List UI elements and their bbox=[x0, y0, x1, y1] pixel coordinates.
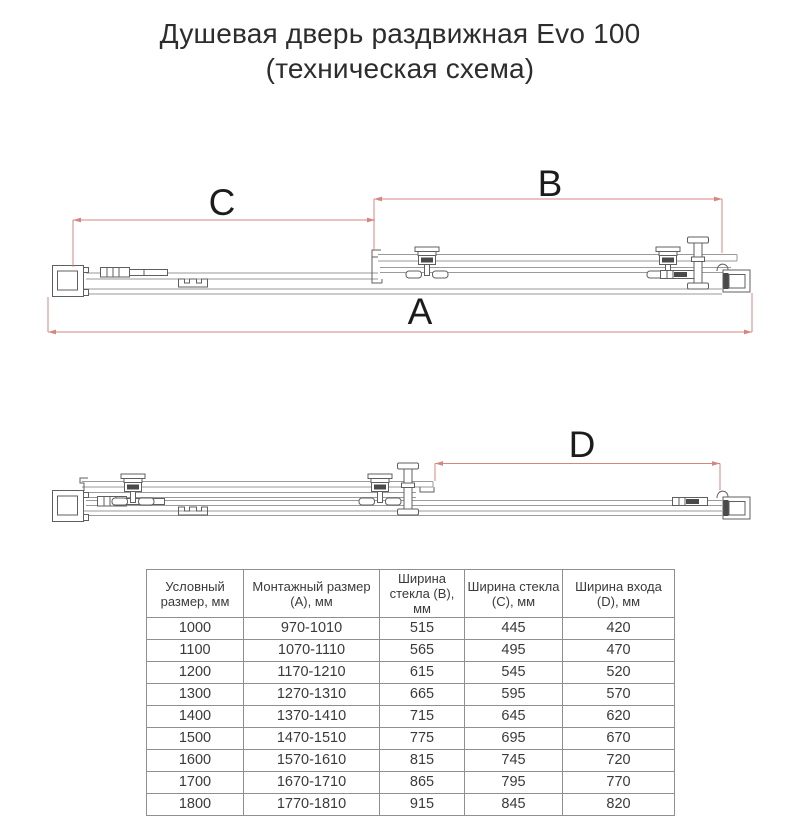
rail-start-bracket bbox=[80, 478, 88, 491]
table-cell: 565 bbox=[380, 640, 465, 662]
table-row bbox=[147, 706, 675, 728]
table-cell: 1570-1610 bbox=[244, 750, 380, 772]
table-cell: 865 bbox=[380, 772, 465, 794]
table-cell: 815 bbox=[380, 750, 465, 772]
table-cell: 1270-1310 bbox=[244, 684, 380, 706]
table-cell: 615 bbox=[380, 662, 465, 684]
left-wall-profile bbox=[53, 266, 89, 297]
table-row bbox=[147, 618, 675, 640]
table-cell: 745 bbox=[465, 750, 563, 772]
table-cell: 715 bbox=[380, 706, 465, 728]
closed-position-diagram bbox=[0, 140, 800, 355]
door-latch bbox=[661, 271, 696, 279]
column-header-mounting-size-a: Монтажный размер (А), мм bbox=[244, 570, 380, 618]
table-cell: 670 bbox=[563, 728, 675, 750]
table-cell: 1070-1110 bbox=[244, 640, 380, 662]
right-wall-profile bbox=[717, 264, 750, 292]
table-cell: 1100 bbox=[147, 640, 244, 662]
size-table-body bbox=[147, 618, 675, 816]
table-cell: 770 bbox=[563, 772, 675, 794]
table-cell: 1470-1510 bbox=[244, 728, 380, 750]
table-cell: 1170-1210 bbox=[244, 662, 380, 684]
page-title bbox=[0, 16, 800, 86]
table-cell: 470 bbox=[563, 640, 675, 662]
table-cell: 1400 bbox=[147, 706, 244, 728]
size-table bbox=[146, 569, 675, 816]
glass-fitting bbox=[101, 268, 168, 278]
table-cell: 695 bbox=[465, 728, 563, 750]
page-title-line1: Душевая дверь раздвижная Evo 100 bbox=[159, 18, 641, 49]
roller-carriage bbox=[406, 247, 448, 278]
column-header-glass-width-c: Ширина стекла (C), мм bbox=[465, 570, 563, 618]
table-cell: 570 bbox=[563, 684, 675, 706]
table-cell: 915 bbox=[380, 794, 465, 816]
table-row bbox=[147, 794, 675, 816]
table-cell: 545 bbox=[465, 662, 563, 684]
table-cell: 1500 bbox=[147, 728, 244, 750]
table-cell: 775 bbox=[380, 728, 465, 750]
column-header-glass-width-b: Ширина стекла (B), мм bbox=[380, 570, 465, 618]
table-row bbox=[147, 662, 675, 684]
table-cell: 420 bbox=[563, 618, 675, 640]
rail-end-cap bbox=[420, 487, 434, 492]
table-cell: 1000 bbox=[147, 618, 244, 640]
table-cell: 1700 bbox=[147, 772, 244, 794]
table-cell: 495 bbox=[465, 640, 563, 662]
table-cell: 795 bbox=[465, 772, 563, 794]
bottom-guide-bracket bbox=[179, 279, 208, 287]
table-cell: 1670-1710 bbox=[244, 772, 380, 794]
dimension-label-a: A bbox=[407, 291, 433, 332]
table-cell: 1800 bbox=[147, 794, 244, 816]
table-row bbox=[147, 640, 675, 662]
dimension-label-b: B bbox=[537, 163, 563, 204]
closed-diagram-drawing bbox=[53, 237, 751, 297]
table-cell: 645 bbox=[465, 706, 563, 728]
door-handle bbox=[398, 463, 419, 515]
door-handle bbox=[688, 237, 709, 289]
table-row bbox=[147, 728, 675, 750]
roller-carriage bbox=[359, 474, 401, 505]
table-cell: 845 bbox=[465, 794, 563, 816]
table-cell: 820 bbox=[563, 794, 675, 816]
left-wall-profile bbox=[53, 491, 89, 522]
table-cell: 665 bbox=[380, 684, 465, 706]
roller-carriage bbox=[112, 474, 154, 505]
table-row bbox=[147, 684, 675, 706]
table-cell: 720 bbox=[563, 750, 675, 772]
table-cell: 620 bbox=[563, 706, 675, 728]
table-header-row bbox=[147, 570, 675, 618]
column-header-entry-width-d: Ширина входа (D), мм bbox=[563, 570, 675, 618]
open-position-diagram bbox=[0, 420, 800, 555]
table-cell: 595 bbox=[465, 684, 563, 706]
table-cell: 1200 bbox=[147, 662, 244, 684]
table-cell: 520 bbox=[563, 662, 675, 684]
table-cell: 1370-1410 bbox=[244, 706, 380, 728]
table-cell: 1600 bbox=[147, 750, 244, 772]
open-diagram-drawing bbox=[53, 463, 751, 522]
table-row bbox=[147, 772, 675, 794]
dimension-label-d: D bbox=[568, 424, 596, 465]
open-diagram-dimensions bbox=[435, 424, 720, 490]
table-cell: 1770-1810 bbox=[244, 794, 380, 816]
closed-diagram-dimensions bbox=[48, 163, 752, 334]
table-cell: 1300 bbox=[147, 684, 244, 706]
table-cell: 445 bbox=[465, 618, 563, 640]
column-header-nominal-size: Условный размер, мм bbox=[147, 570, 244, 618]
table-row bbox=[147, 750, 675, 772]
page-title-line2: (техническая схема) bbox=[265, 53, 535, 84]
door-latch bbox=[673, 498, 708, 506]
table-cell: 970-1010 bbox=[244, 618, 380, 640]
dimension-label-c: C bbox=[208, 182, 236, 223]
table-cell: 515 bbox=[380, 618, 465, 640]
